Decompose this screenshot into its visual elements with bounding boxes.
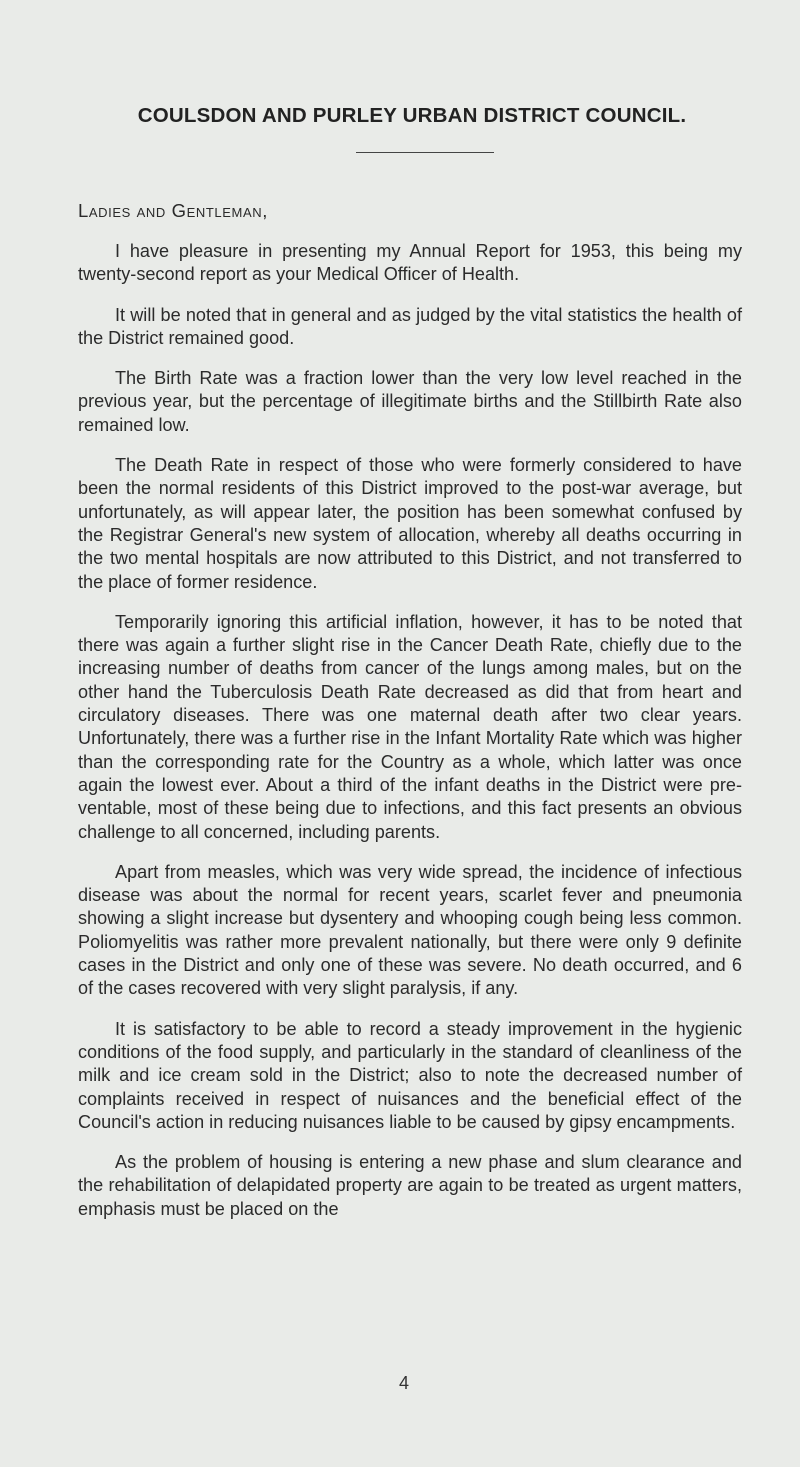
paragraph-4: The Death Rate in respect of those who were formerly considered to have been the normal residents of this District improved to the post-war average, but unfortunately, as will appear later, the position has been somewhat confused by the Registrar General's new system of allocation, whereby all deaths occurring in the two mental hospitals are now attributed to this District, and not transferred to the place of former residence.	[78, 455, 742, 592]
paragraph-7: It is satisfactory to be able to record a steady improvement in the hygienic conditions of the food supply, and particularly in the standard of cleanliness of the milk and ice cream sold in the District; also to note the decreased number of complaints received in respect of nuisances and the beneficial effect of the Council's action in reducing nuisances liable to be caused by gipsy encampments.	[78, 1018, 742, 1132]
report-body	[78, 240, 742, 1238]
paragraph-6: Apart from measles, which was very wide spread, the incidence of infectious disease was about the normal for recent years, scarlet fever and pneumonia showing a slight increase but dysentery and whooping cough being less common. Poliomyelitis was rather more prevalent nationally, but there were only 9 definite cases in the District and only one of these was severe. No death occurred, and 6 of the cases recovered with very slight paralysis, if any.	[78, 861, 742, 999]
paragraph-3: The Birth Rate was a fraction lower than the very low level reached in the previous year, but the percentage of illegitimate births and the Stillbirth Rate also remained low.	[78, 368, 742, 435]
title-divider	[356, 152, 494, 153]
paragraph-5: Temporarily ignoring this artificial inflation, however, it has to be noted that there was again a further slight rise in the Cancer Death Rate, chiefly due to the increasing number of deaths from cancer of the lungs among males, but on the other hand the Tuberculosis Death Rate decreased as did that from heart and circulatory diseases. There was one maternal death after two clear years. Unfortunately, there was a further rise in the Infant Mortality Rate which was higher than the corresponding rate for the Country as a whole, which latter was once again the lowest ever. About a third of the infant deaths in the District were preventable, most of these being due to infections, and this fact presents an obvious challenge to all concerned, including parents.	[78, 611, 742, 842]
page-title: COULSDON AND PURLEY URBAN DISTRICT COUNCIL.	[137, 104, 687, 127]
paragraph-2: It will be noted that in general and as judged by the vital statistics the health of the District remained good.	[78, 304, 742, 348]
salutation: Ladies and Gentleman,	[78, 200, 268, 221]
page-number: 4	[398, 1373, 409, 1393]
paragraph-1: I have pleasure in presenting my Annual Report for 1953, this being my twenty-second report as your Medical Officer of Health.	[78, 241, 742, 285]
paragraph-8: As the problem of housing is entering a new phase and slum clearance and the rehabilitation of delapidated property are again to be treated as urgent matters, emphasis must be placed on the	[78, 1152, 742, 1219]
